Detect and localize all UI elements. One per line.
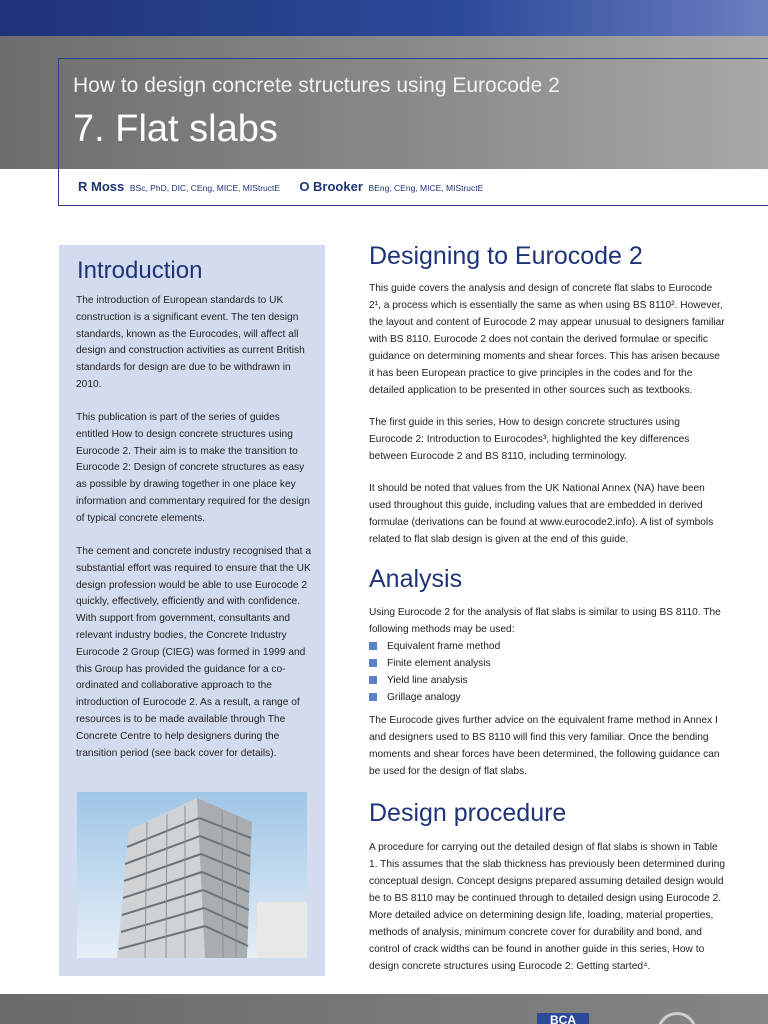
section-heading: Analysis [369, 565, 463, 593]
author-qualifications: BSc, PhD, DIC, CEng, MICE, MIStructE [129, 183, 281, 193]
body-paragraph: The Eurocode gives further advice on the equivalent frame method in Annex I and designers used to BS 8110 will find this very familiar. Once the bending moments and shear forces have been determined, the following guidance can be used for the design of flat slabs. [369, 715, 720, 777]
list-item [369, 672, 500, 689]
bullet-square-icon [369, 676, 377, 684]
authors-line [78, 179, 483, 194]
list-item [369, 655, 500, 672]
body-paragraph: It should be noted that values from the UK National Annex (NA) have been used throughout this guide, including values that are embedded in derived formulae (derivations can be found at www.eurocode2.info). A list of symbols related to flat slab design is given at the end of this guide. [369, 483, 714, 545]
bullet-square-icon [369, 642, 377, 650]
top-color-bar [0, 0, 768, 36]
building-photo [77, 792, 307, 958]
list-item [369, 689, 500, 706]
list-item-label: Equivalent frame method [387, 641, 501, 652]
author-qualifications: BEng, CEng, MICE, MIStructE [368, 183, 484, 193]
bca-logo-text: BCA [550, 1013, 576, 1024]
bullet-square-icon [369, 659, 377, 667]
body-paragraph: Using Eurocode 2 for the analysis of flat slabs is similar to using BS 8110. The following methods may be used: [369, 607, 721, 635]
circle-logo [657, 1012, 697, 1024]
author-name: R Moss [78, 179, 125, 194]
analysis-methods-list [369, 638, 500, 706]
list-item-label: Grillage analogy [387, 692, 461, 703]
publisher-logo [57, 1018, 187, 1024]
body-paragraph: The first guide in this series, How to design concrete structures using Eurocode 2: Introduction to Eurocodes³, highlighted the key differences between Eurocode 2 and BS 8110, including terminology. [369, 417, 690, 462]
body-paragraph: This guide covers the analysis and design of concrete flat slabs to Eurocode 2¹, a process which is essentially the same as when using BS 8110². However, the layout and content of Eurocode 2 may appear unusual to designers familiar with BS 8110. Eurocode 2 does not contain the derived formulae or specific guidance on determining moments and shear forces. This has arisen because it has been European practice to give principles in the codes and for the detailed application to be presented in other sources such as textbooks. [369, 283, 725, 396]
list-item [369, 638, 500, 655]
list-item-label: Finite element analysis [387, 658, 491, 669]
section-heading: Designing to Eurocode 2 [369, 242, 643, 270]
introduction-paragraph: The introduction of European standards to UK construction is a significant event. The ten design standards, known as the Eurocodes, will affect all design and construction activities as current British standards for design are due to be withdrawn in 2010. [76, 295, 305, 390]
introduction-paragraph: The cement and concrete industry recognised that a substantial effort was required to ensure that the UK design profession would be able to use Eurocode 2 quickly, effectively, efficiently and with confidence. With support from government, consultants and relevant industry bodies, the Concrete Industry Eurocode 2 Group (CIEG) was formed in 1999 and this Group has provided the guidance for a co-ordinated and collaborative approach to the introduction of Eurocode 2. As a result, a range of resources is to be made available through The Concrete Centre to help designers during the transition period (see back cover for details). [76, 546, 312, 759]
body-paragraph: A procedure for carrying out the detailed design of flat slabs is shown in Table 1. This assumes that the slab thickness has previously been determined during conceptual design. Concept designs prepared assuming detailed design would be to BS 8110 may be continued through to detailed design using Eurocode 2. More detailed advice on determining design life, loading, material properties, methods of analysis, minimum concrete cover for durability and bond, and control of crack widths can be found in another guide in this series, How to design concrete structures using Eurocode 2: Getting started⁴. [369, 842, 726, 972]
introduction-heading: Introduction [77, 257, 203, 284]
building-illustration [77, 792, 307, 958]
introduction-paragraph: This publication is part of the series of guides entitled How to design concrete structures using Eurocode 2. Their aim is to make the transition to Eurocode 2: Design of concrete structures as easy as possible by drawing together in one place key information and commentary required for the design of typical concrete elements. [76, 412, 310, 524]
list-item-label: Yield line analysis [387, 675, 468, 686]
series-title: How to design concrete structures using Eurocode 2 [73, 74, 560, 97]
footer-bar [0, 994, 768, 1024]
section-heading: Design procedure [369, 799, 567, 827]
guide-title: 7. Flat slabs [73, 108, 278, 150]
author-name: O Brooker [299, 179, 363, 194]
bullet-square-icon [369, 693, 377, 701]
bca-logo [537, 1013, 589, 1024]
